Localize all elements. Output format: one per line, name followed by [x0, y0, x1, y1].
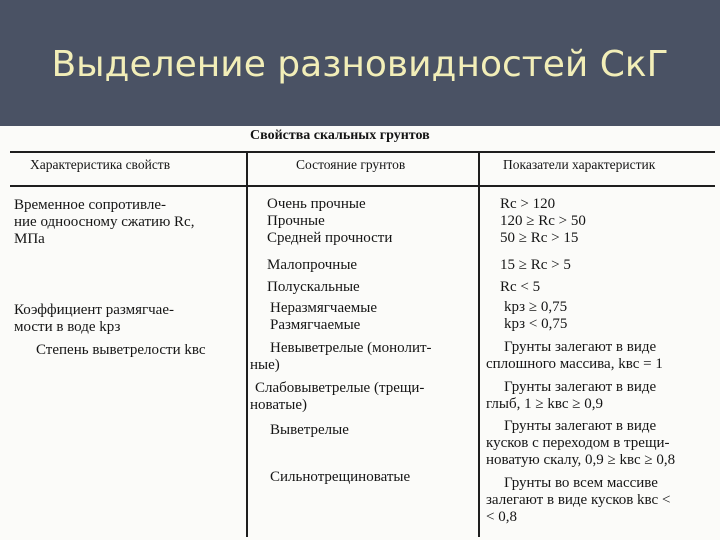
text-line: Коэффициент размягчае- [14, 302, 174, 318]
header-state: Состояние грунтов [296, 157, 406, 172]
property-softening [14, 302, 242, 336]
state-line: Размягчаемые [270, 317, 361, 333]
indicator-line: Rc < 5 [500, 279, 541, 295]
property-weathering [36, 342, 242, 359]
state-line: Средней прочности [267, 230, 393, 246]
property-compressive-strength [14, 197, 242, 248]
indicator-line: Грунты во всем массиве [504, 475, 658, 491]
indicator-line: Грунты залегают в виде [504, 339, 657, 355]
indicators-strength [500, 196, 720, 296]
text-line: мости в воде kрз [14, 319, 121, 335]
states-strength [267, 196, 392, 296]
column-divider-2 [478, 151, 480, 537]
scanned-table [0, 126, 720, 540]
slide-title-bar [0, 0, 720, 126]
indicator-line: Rc > 120 [500, 196, 556, 212]
indicator-line: залегают в виде кусков kвс < [486, 492, 671, 508]
indicator-line: kрз ≥ 0,75 [504, 299, 568, 315]
state-line: Неразмягчаемые [270, 300, 377, 316]
header-indicators: Показатели характеристик [503, 157, 656, 172]
state-line: Сильнотрещиноватые [270, 469, 411, 485]
table-header-rule [10, 185, 715, 187]
state-line: Слабовыветрелые (трещи- [255, 380, 425, 396]
state-line: Выветрелые [270, 422, 349, 438]
state-line: Невыветрелые (монолит- [270, 340, 432, 356]
states-weathering [250, 340, 476, 486]
text-line: Временное сопротивле- [14, 197, 167, 213]
state-line: новатые) [250, 397, 307, 413]
indicator-line: kрз < 0,75 [504, 316, 568, 332]
indicators-softening [504, 299, 720, 333]
text-line: ние одноосному сжатию Rc, [14, 214, 195, 230]
indicator-line: кусков с переходом в трещи- [486, 435, 670, 451]
table-top-rule [10, 151, 715, 153]
slide-title: Выделение разновидностей СкГ [51, 44, 669, 85]
table-title: Свойства скальных грунтов [250, 128, 430, 143]
text-line: Степень выветрелости kвс [36, 342, 206, 358]
state-line: Полускальные [267, 279, 360, 295]
indicator-line: Грунты залегают в виде [504, 418, 657, 434]
state-line: Очень прочные [267, 196, 366, 212]
indicator-line: 120 ≥ Rc > 50 [500, 213, 586, 229]
states-softening [270, 300, 377, 334]
indicator-line: 50 ≥ Rc > 15 [500, 230, 579, 246]
indicator-line: сплошного массива, kвс = 1 [486, 356, 663, 372]
indicators-weathering [486, 339, 714, 526]
state-line: ные) [250, 357, 280, 373]
indicator-line: новатую скалу, 0,9 ≥ kвс ≥ 0,8 [486, 452, 676, 468]
indicator-line: 15 ≥ Rc > 5 [500, 257, 571, 273]
state-line: Прочные [267, 213, 325, 229]
indicator-line: < 0,8 [486, 509, 517, 525]
state-line: Малопрочные [267, 257, 358, 273]
indicator-line: Грунты залегают в виде [504, 379, 657, 395]
indicator-line: глыб, 1 ≥ kвс ≥ 0,9 [486, 396, 603, 412]
header-characteristic: Характеристика свойств [30, 157, 171, 172]
text-line: МПа [14, 231, 45, 247]
column-divider-1 [246, 151, 248, 537]
